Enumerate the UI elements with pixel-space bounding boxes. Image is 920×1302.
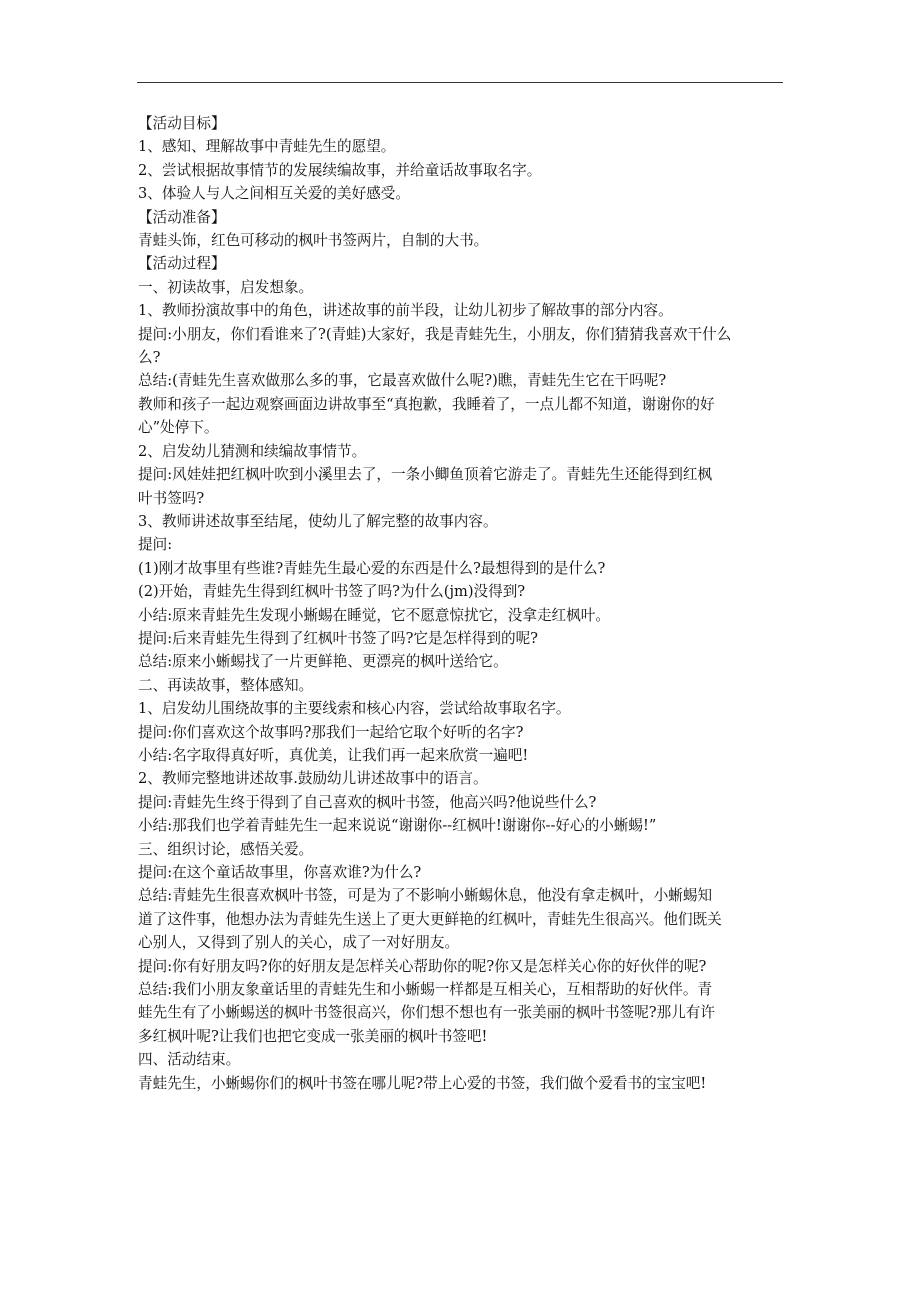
text-line: 心”处停下。 xyxy=(138,419,219,437)
text-line: 小结:名字取得真好听，真优美，让我们再一起来欣赏一遍吧! xyxy=(138,746,529,764)
section-heading-process: 【活动过程】 xyxy=(138,255,226,273)
header-rule xyxy=(137,82,783,83)
text-line: 总结:我们小朋友象童话里的青蛙先生和小蜥蜴一样都是互相关心，互相帮助的好伙伴。青 xyxy=(138,981,713,999)
text-line: 蛙先生有了小蜥蜴送的枫叶书签很高兴，你们想不想也有一张美丽的枫叶书签呢?那儿有许 xyxy=(138,1004,715,1022)
text-line: 多红枫叶呢?让我们也把它变成一张美丽的枫叶书签吧! xyxy=(138,1027,488,1045)
text-line: 提问:你有好朋友吗?你的好朋友是怎样关心帮助你的呢?你又是怎样关心你的好伙伴的呢? xyxy=(138,957,707,975)
text-line: 青蛙头饰，红色可移动的枫叶书签两片，自制的大书。 xyxy=(138,232,489,250)
text-line: 提问:在这个童话故事里，你喜欢谁?为什么? xyxy=(138,864,422,881)
text-line: 1、感知、理解故事中青蛙先生的愿望。 xyxy=(138,138,396,156)
section-heading-preparation: 【活动准备】 xyxy=(138,208,226,226)
text-line: 提问:小朋友，你们看谁来了?(青蛙)大家好，我是青蛙先生，小朋友，你们猜猜我喜欢干什么 xyxy=(138,325,732,343)
text-line: 2、尝试根据故事情节的发展续编故事，并给童话故事取名字。 xyxy=(138,161,542,179)
text-line: 3、教师讲述故事至结尾，使幼儿了解完整的故事内容。 xyxy=(138,512,498,530)
text-line: 总结:(青蛙先生喜欢做那么多的事，它最喜欢做什么呢?)瞧，青蛙先生它在干吗呢? xyxy=(138,372,667,390)
text-line: 三、组织讨论，感悟关爱。 xyxy=(138,840,314,858)
text-line: 道了这件事，他想办法为青蛙先生送上了更大更鲜艳的红枫叶，青蛙先生很高兴。他们既关 xyxy=(138,910,722,928)
text-line: 1、教师扮演故事中的角色，讲述故事的前半段，让幼儿初步了解故事的部分内容。 xyxy=(138,302,673,320)
section-heading-goals: 【活动目标】 xyxy=(138,115,226,132)
text-line: 总结:原来小蜥蜴找了一片更鲜艳、更漂亮的枫叶送给它。 xyxy=(138,653,508,671)
text-line: (1)刚才故事里有些谁?青蛙先生最心爱的东西是什么?最想得到的是什么? xyxy=(138,559,606,577)
text-line: 提问:风娃娃把红枫叶吹到小溪里去了，一条小鲫鱼顶着它游走了。青蛙先生还能得到红枫 xyxy=(138,466,713,484)
text-line: 叶书签吗? xyxy=(138,489,205,507)
text-line: 青蛙先生，小蜥蜴你们的枫叶书签在哪儿呢?带上心爱的书签，我们做个爱看书的宝宝吧! xyxy=(138,1074,707,1092)
text-line: 提问:青蛙先生终于得到了自己喜欢的枫叶书签，他高兴吗?他说些什么? xyxy=(138,793,597,811)
text-line: 提问:你们喜欢这个故事吗?那我们一起给它取个好听的名字? xyxy=(138,723,524,741)
text-line: 教师和孩子一起边观察画面边讲故事至“真抱歉，我睡着了，一点儿都不知道，谢谢你的好 xyxy=(138,395,715,413)
text-line: 2、启发幼儿猜测和续编故事情节。 xyxy=(138,442,367,460)
text-line: 2、教师完整地讲述故事.鼓励幼儿讲述故事中的语言。 xyxy=(138,770,488,788)
text-line: 四、活动结束。 xyxy=(138,1051,241,1069)
text-line: 提问:后来青蛙先生得到了红枫叶书签了吗?它是怎样得到的呢? xyxy=(138,629,539,647)
text-line: 二、再读故事，整体感知。 xyxy=(138,676,314,694)
text-line: 心别人，又得到了别人的关心，成了一对好朋友。 xyxy=(138,934,460,952)
text-line: 小结:那我们也学着青蛙先生一起来说说“谢谢你--红枫叶!谢谢你--好心的小蜥蜴!” xyxy=(138,817,657,835)
text-line: 么? xyxy=(138,349,161,367)
text-line: 一、初读故事，启发想象。 xyxy=(138,278,314,296)
text-line: 总结:青蛙先生很喜欢枫叶书签，可是为了不影响小蜥蜴休息，他没有拿走枫叶，小蜥蜴知 xyxy=(138,887,713,905)
text-line: 提问: xyxy=(138,536,173,554)
text-line: 小结:原来青蛙先生发现小蜥蜴在睡觉，它不愿意惊扰它，没拿走红枫叶。 xyxy=(138,606,610,624)
text-line: (2)开始，青蛙先生得到红枫叶书签了吗?为什么(jm)没得到? xyxy=(138,583,526,601)
text-line: 1、启发幼儿围绕故事的主要线索和核心内容，尝试给故事取名字。 xyxy=(138,700,571,718)
document-body xyxy=(138,112,786,1095)
text-line: 3、体验人与人之间相互关爱的美好感受。 xyxy=(138,185,410,203)
